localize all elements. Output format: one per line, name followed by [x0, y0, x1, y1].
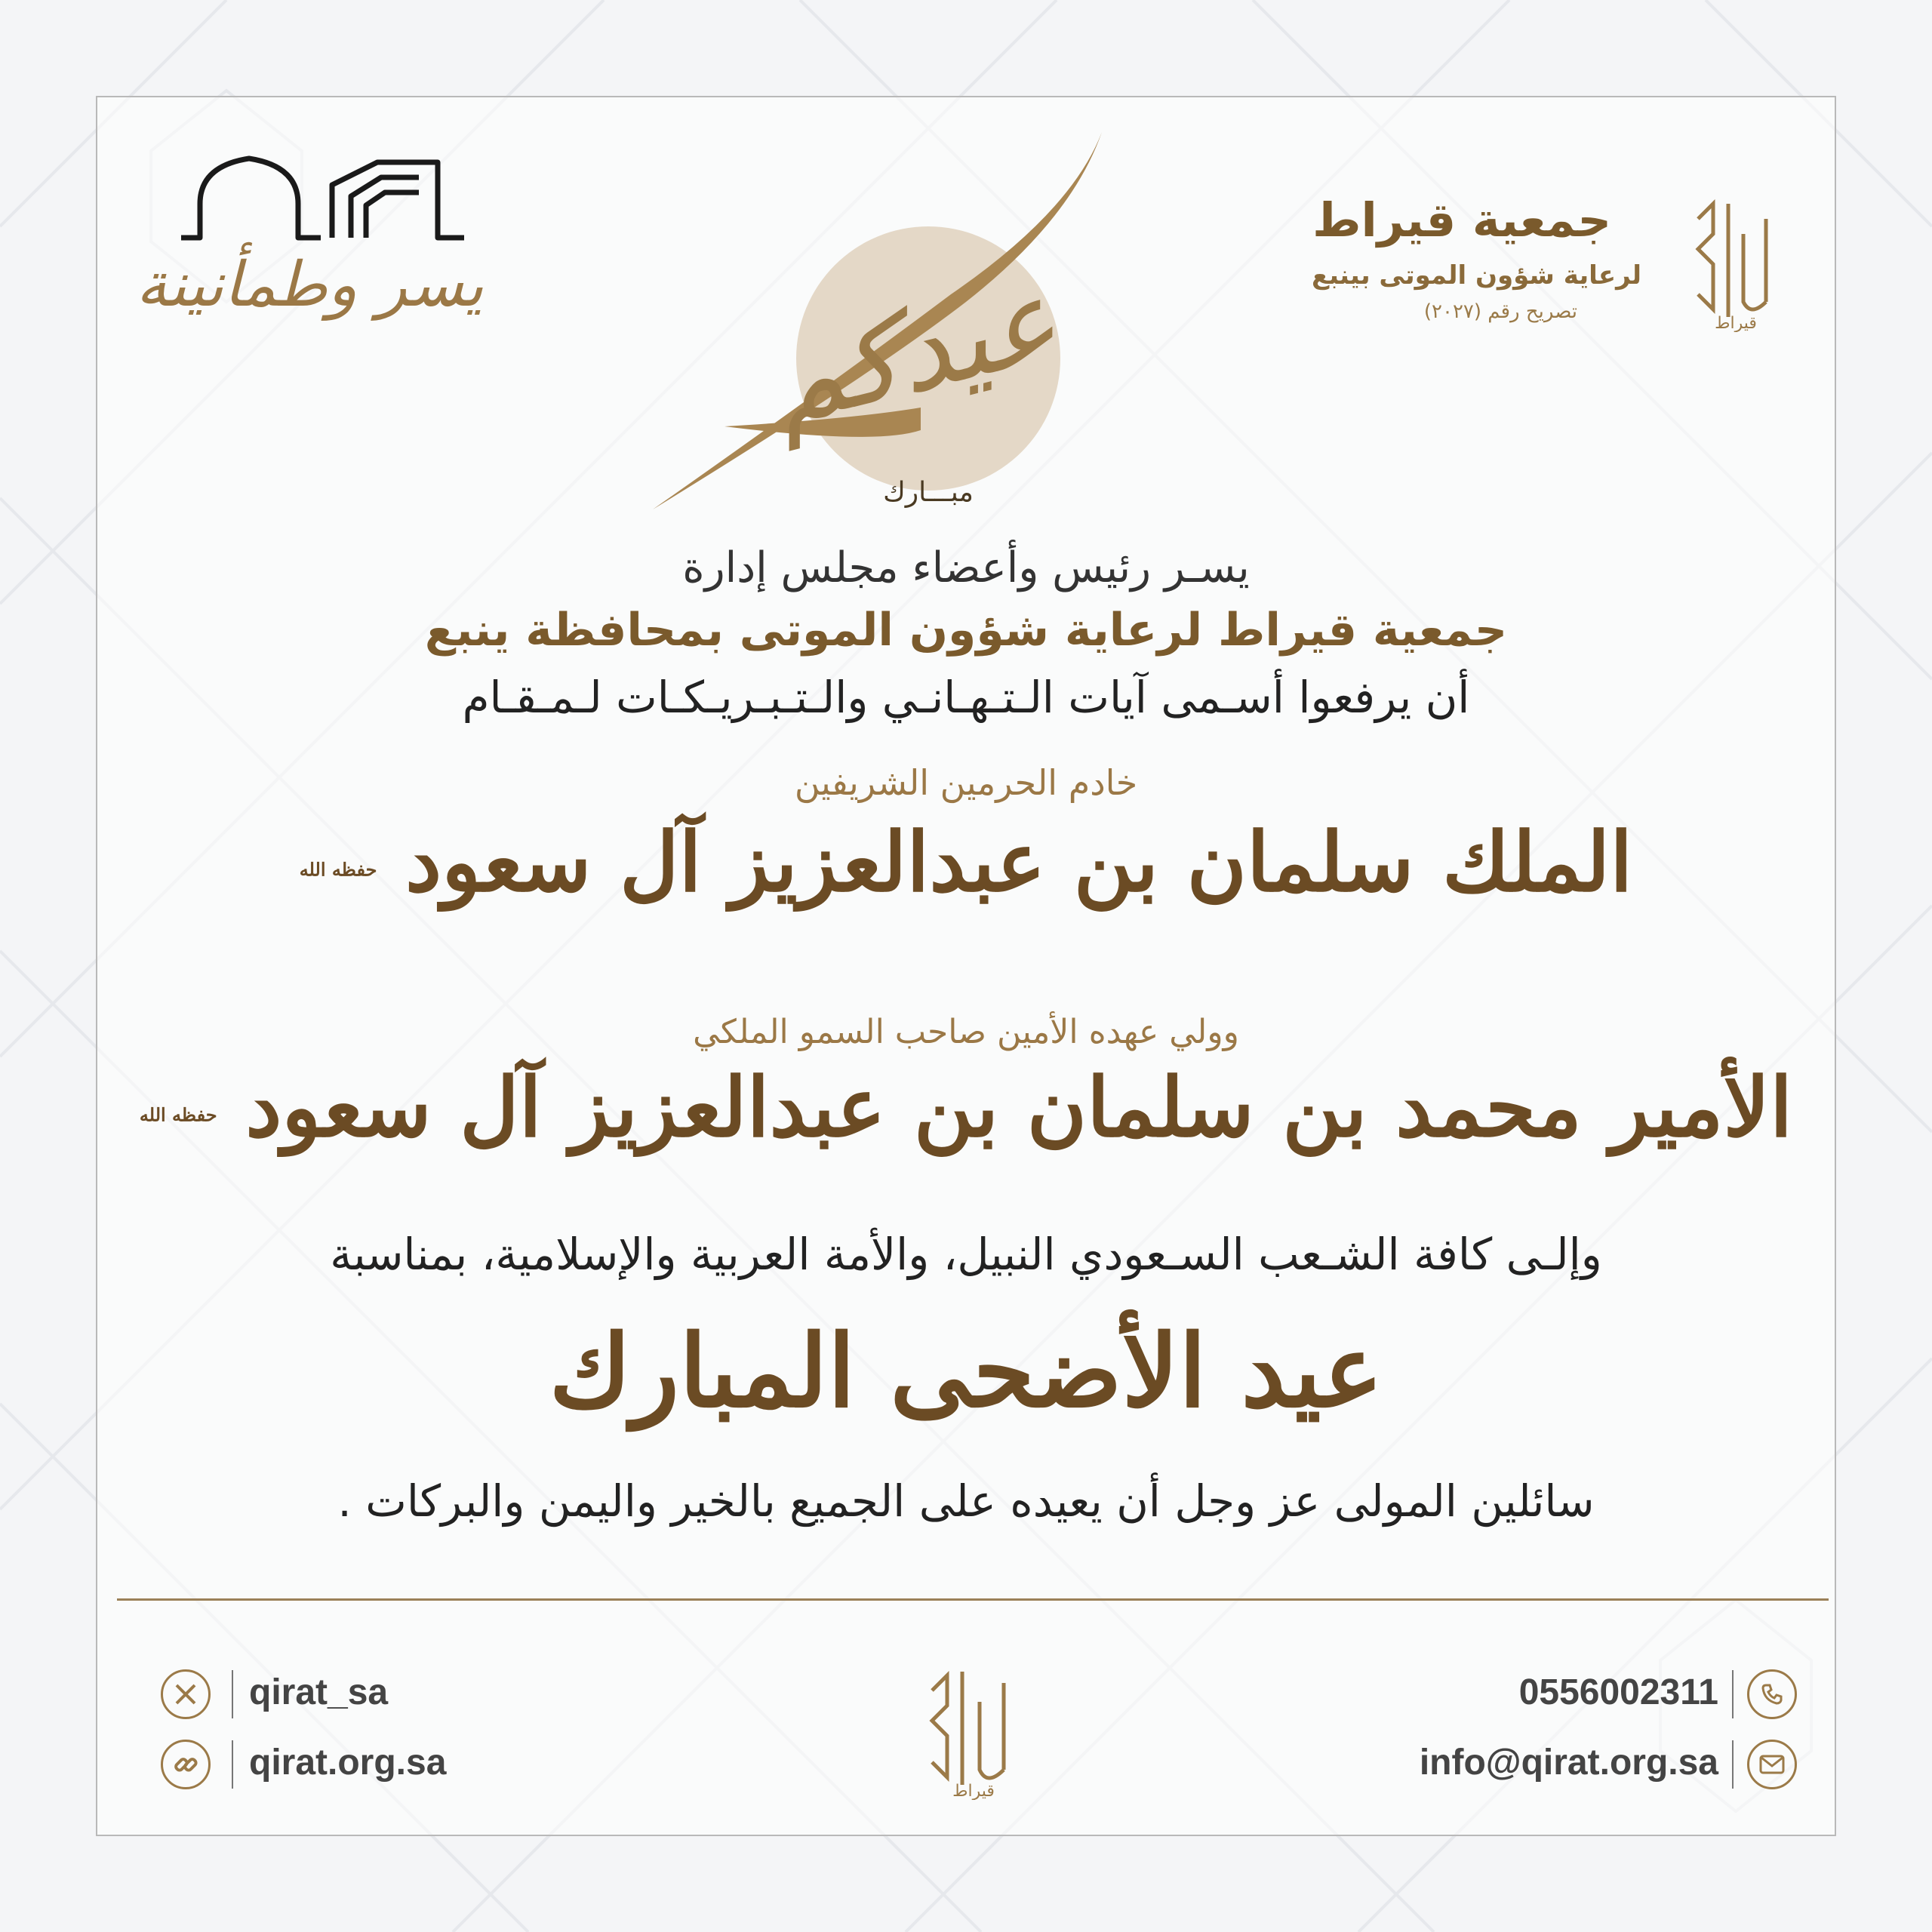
footer-separator [1732, 1740, 1734, 1789]
slogan-calligraphy: يسر وطمأنينة [136, 249, 484, 321]
qirat-logo-icon [1683, 189, 1781, 332]
footer-divider [117, 1598, 1829, 1601]
king-honorific: حفظه الله [299, 858, 377, 881]
footer-logo-mark-text: قيراط [952, 1782, 995, 1800]
crown-prince-name-calligraphy [0, 1060, 1932, 1155]
king-name-calligraphy [0, 815, 1932, 910]
message-line-3: أن يرفعوا أسـمى آيات الـتـهـانـي والـتـبـريـكـات لـمـقـام [462, 672, 1470, 723]
footer-separator [232, 1670, 233, 1718]
email-icon[interactable] [1747, 1740, 1797, 1789]
link-icon[interactable] [161, 1740, 211, 1789]
crown-prince-name: الأمير محمد بن سلمان بن عبدالعزيز آل سعود [245, 1060, 1793, 1155]
crown-prince-title: وولي عهده الأمين صاحب السمو الملكي [693, 1013, 1239, 1051]
king-name: الملك سلمان بن عبدالعزيز آل سعود [405, 815, 1633, 910]
king-title: خادم الحرمين الشريفين [794, 762, 1138, 803]
eid-mubarak-label: مبـــارك [883, 477, 974, 508]
website-link[interactable]: qirat.org.sa [249, 1743, 447, 1783]
twitter-handle[interactable]: qirat_sa [249, 1672, 389, 1712]
eid-al-adha-calligraphy: عيد الأضحى المبارك [549, 1313, 1383, 1430]
footer-qirat-logo-icon [913, 1657, 1026, 1800]
email-address[interactable]: info@qirat.org.sa [1419, 1743, 1718, 1783]
x-twitter-icon[interactable] [161, 1669, 211, 1719]
eid-calligraphy: عيدكم [756, 254, 1070, 451]
org-name: جمعية قيراط [1312, 192, 1611, 248]
footer-separator [1732, 1670, 1734, 1718]
org-subtitle: لرعاية شؤون الموتى بينبع [1311, 260, 1641, 291]
message-line-4: وإلـى كافة الشـعب السـعودي النبيل، والأمة العربية والإسلامية، بمناسبة [330, 1229, 1602, 1280]
building-icon [177, 151, 472, 249]
footer-separator [232, 1740, 233, 1789]
message-closing: سائلين المولى عز وجل أن يعيده على الجميع بالخير واليمن والبركات . [337, 1475, 1595, 1527]
crown-prince-honorific: حفظه الله [139, 1103, 217, 1126]
message-org-line: جمعية قيراط لرعاية شؤون الموتى بمحافظة ينبع [424, 604, 1508, 657]
phone-number[interactable]: 0556002311 [1518, 1672, 1718, 1712]
phone-icon[interactable] [1747, 1669, 1797, 1719]
message-line-1: يسـر رئيس وأعضاء مجلس إدارة [682, 543, 1250, 592]
org-license: تصريح رقم (٢٠٢٧) [1423, 300, 1577, 323]
logo-mark-text: قيراط [1715, 314, 1757, 332]
